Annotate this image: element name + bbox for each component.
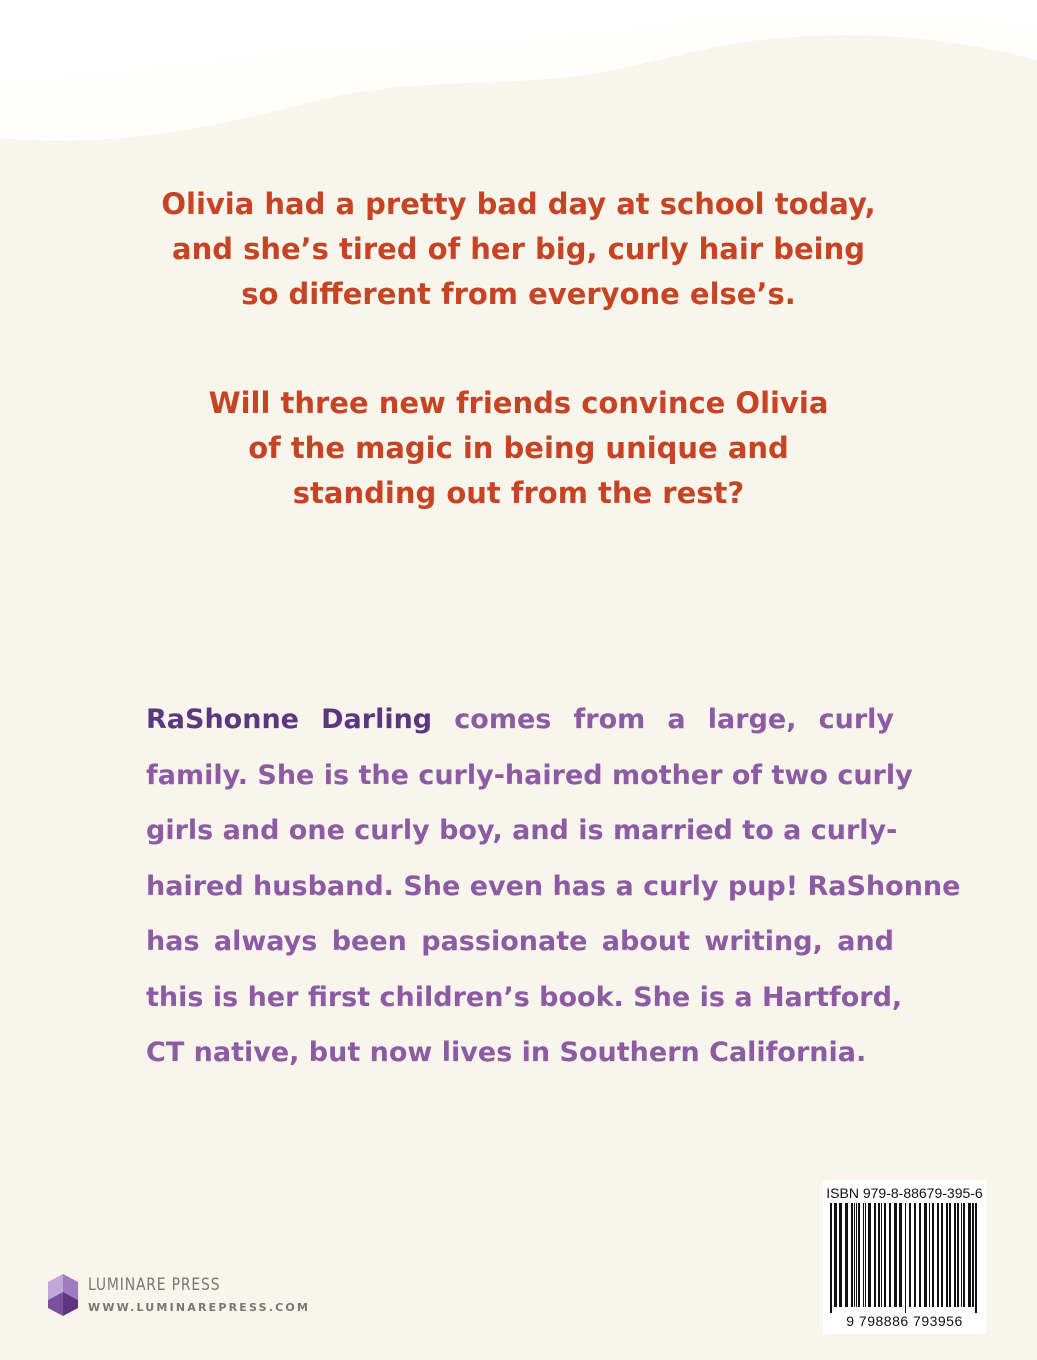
barcode-bar [858,1203,860,1307]
barcode-bar [949,1203,951,1307]
barcode-bar [914,1203,916,1307]
barcode-bar [946,1203,948,1307]
barcode-bar [845,1203,848,1307]
bio-line [146,692,894,748]
barcode-bar [865,1203,866,1307]
publisher-logo [46,1272,311,1322]
barcode-bar [856,1203,857,1307]
barcode-digits: 9 798886 793956 [846,1313,963,1329]
barcode-bar [874,1203,876,1307]
blurb-line: so different from everyone else’s. [241,277,796,311]
barcode-bar [834,1203,837,1307]
blurb-paragraph-2 [0,381,1037,516]
blurb-line: standing out from the rest? [292,476,745,510]
blurb-line: of the magic in being unique and [248,431,789,465]
blurb-paragraph-1 [0,182,1037,317]
barcode-bar [924,1203,927,1307]
barcode-bar [881,1203,882,1307]
author-name: RaShonne Darling [146,704,433,735]
bio-line: this is her first children’s book. She is a Hartford, [146,981,903,1013]
barcode-bar [932,1203,934,1307]
barcode-graphic [828,1203,981,1313]
publisher-url: WWW.LUMINAREPRESS.COM [88,1301,311,1314]
barcode-bar [868,1203,871,1307]
bio-line: girls and one curly boy, and is married to a curly- [146,815,898,846]
barcode-bar [899,1203,902,1307]
barcode-bar [961,1203,962,1307]
barcode-bar [894,1203,897,1307]
barcode-bar [830,1203,832,1313]
barcode-bar [909,1203,911,1307]
barcode-bar [851,1203,853,1307]
barcode-bar [975,1203,977,1313]
bio-first-line-rest: comes from a large, curly [454,704,895,735]
barcode-bar [839,1203,842,1307]
bio-line: haired husband. She even has a curly pup! RaShonne [146,870,961,902]
barcode-bar [972,1203,974,1307]
barcode-bar [968,1203,971,1307]
barcode-bar [957,1203,959,1307]
luminare-book-icon [46,1272,80,1320]
barcode-bar [929,1203,930,1307]
barcode-bar [937,1203,939,1307]
blurb-line: Will three new friends convince Olivia [208,386,829,420]
isbn-label: ISBN 979-8-88679-395-6 [826,1185,983,1201]
barcode-bar [878,1203,880,1307]
publisher-name: LUMINARE PRESS [88,1275,221,1295]
barcode-bar [889,1203,891,1307]
barcode-bar [863,1203,864,1307]
top-background-wash [0,0,1037,170]
barcode-bar [941,1203,943,1307]
blurb-line: Olivia had a pretty bad day at school today, [161,187,876,221]
barcode-bar [963,1203,965,1307]
barcode-bar [905,1203,906,1313]
barcode-bar [954,1203,956,1307]
bio-line: has always been passionate about writing, and [146,926,894,957]
barcode-bar [884,1203,886,1307]
blurb-line: and she’s tired of her big, curly hair being [172,232,865,266]
barcode-bar [919,1203,921,1307]
author-bio [146,692,961,1081]
bio-line: family. She is the curly-haired mother of two curly [146,759,913,791]
bio-line: CT native, but now lives in Southern California. [146,1037,867,1068]
barcode-bar [854,1203,855,1307]
isbn-barcode-box [823,1180,986,1334]
